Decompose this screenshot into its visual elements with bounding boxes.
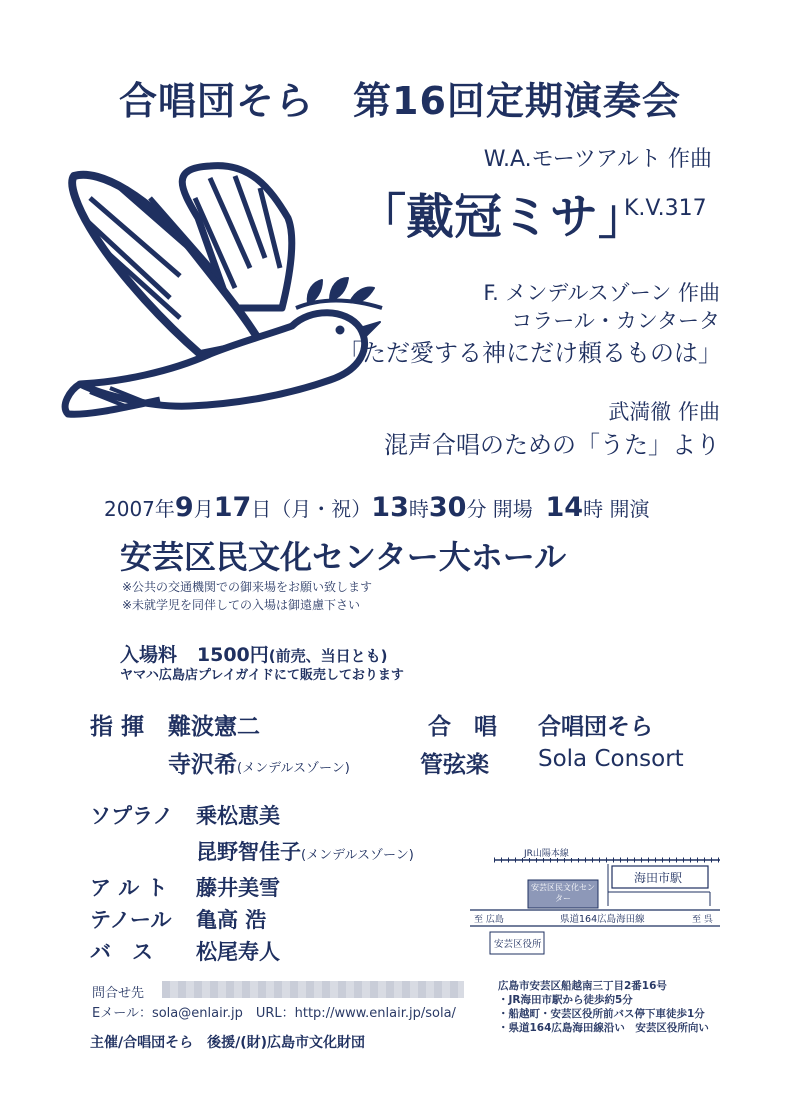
sponsor-line: 主催/合唱団そら 後援/(財)広島市文化財団 xyxy=(90,1035,366,1051)
open-hour-unit: 時 xyxy=(408,497,429,521)
date-month-unit: 月 xyxy=(193,497,214,521)
conductor-primary: 難波憲二 xyxy=(168,714,260,740)
page-title: 合唱団そら 第16回定期演奏会 xyxy=(119,79,681,123)
venue-map-label: 安芸区民文化センター xyxy=(531,883,595,903)
chorus-name: 合唱団そら xyxy=(538,714,653,740)
event-datetime xyxy=(104,492,649,523)
address-line: 広島市安芸区船越南三丁目2番16号 xyxy=(498,980,667,992)
cantata-label: コラール・カンタータ xyxy=(511,309,720,333)
fee-detail: (前売、当日とも) xyxy=(268,647,388,665)
chorus-label: 合 唱 xyxy=(428,714,497,740)
contact-email-url: Eメール：sola@enlair.jp URL：http://www.enlair.jp/sola/ xyxy=(92,1006,456,1021)
orchestra-label: 管弦楽 xyxy=(420,752,489,778)
children-note: ※未就学児を同伴しての入場は御遠慮下さい xyxy=(122,598,361,612)
date-year-unit: 年 xyxy=(154,497,175,521)
transport-note: ※公共の交通機関での御来場をお願い致します xyxy=(122,580,373,594)
to-kure: 至 呉 xyxy=(692,915,713,925)
conductor-label: 指 揮 xyxy=(90,714,145,740)
alto-label: ア ル ト xyxy=(90,876,168,900)
date-day-unit: 日 xyxy=(251,497,272,521)
station-name: 海田市駅 xyxy=(634,871,683,885)
bass-label: バ ス xyxy=(90,940,153,964)
contact-label: 問合せ先 xyxy=(92,986,145,1001)
conductor-secondary xyxy=(168,746,350,779)
access-map xyxy=(470,846,720,958)
date-month: 9 xyxy=(174,492,194,523)
fee-amount: 1500円 xyxy=(196,644,269,666)
alto-name: 藤井美雪 xyxy=(196,876,280,900)
soprano-secondary-note: (メンデルスゾーン) xyxy=(301,848,414,863)
open-hour: 13 xyxy=(371,492,409,523)
composer-mendelssohn: F. メンデルスゾーン 作曲 xyxy=(483,281,720,305)
to-hiroshima: 至 広島 xyxy=(474,915,504,925)
composer-takemitsu: 武満徹 作曲 xyxy=(608,400,720,424)
admission-fee xyxy=(120,640,387,667)
fee-label: 入場料 xyxy=(120,644,178,666)
date-year: 2007 xyxy=(104,497,155,521)
redacted-phone xyxy=(162,981,464,998)
road-label: 県道164広島海田線 xyxy=(560,914,645,925)
cantata-title: 「ただ愛する神にだけ頼るものは」 xyxy=(338,339,722,367)
mass-title: 「戴冠ミサ」 xyxy=(358,189,647,245)
soprano-secondary xyxy=(196,836,414,866)
tenor-name: 亀高 浩 xyxy=(196,908,267,932)
start-label: 開演 xyxy=(609,497,650,521)
access-road: ・県道164広島海田線沿い 安芸区役所向い xyxy=(498,1022,709,1034)
rail-label: JR山陽本線 xyxy=(524,849,569,859)
venue-name: 安芸区民文化センター大ホール xyxy=(120,538,567,576)
bass-name: 松尾寿人 xyxy=(196,940,280,964)
start-hour-unit: 時 xyxy=(583,497,604,521)
open-minute: 30 xyxy=(428,492,467,523)
open-label: 開場 xyxy=(492,497,533,521)
tenor-label: テノール xyxy=(90,908,172,932)
uta-title: 混声合唱のための「うた」より xyxy=(384,431,720,459)
access-train: ・JR海田市駅から徒歩約5分 xyxy=(498,994,633,1006)
orchestra-name: Sola Consort xyxy=(538,746,684,772)
start-hour: 14 xyxy=(545,492,584,523)
soprano-secondary-name: 昆野智佳子 xyxy=(196,840,301,864)
ward-office-label: 安芸区役所 xyxy=(494,939,542,950)
access-bus: ・船越町・安芸区役所前バス停下車徒歩1分 xyxy=(498,1008,705,1020)
date-day: 17 xyxy=(213,492,252,523)
conductor-secondary-note: (メンデルスゾーン) xyxy=(237,761,350,776)
conductor-secondary-name: 寺沢希 xyxy=(168,752,237,778)
ticket-outlet-note: ヤマハ広島店プレイガイドにて販売しております xyxy=(120,668,404,683)
soprano-primary: 乗松恵美 xyxy=(196,804,280,828)
composer-mozart: W.A.モーツアルト 作曲 xyxy=(483,147,712,172)
mass-kv: K.V.317 xyxy=(624,196,707,221)
dove-illustration xyxy=(60,158,390,420)
open-minute-unit: 分 xyxy=(466,497,487,521)
date-weekday: （月・祝） xyxy=(271,497,372,521)
soprano-label: ソプラノ xyxy=(90,804,174,828)
